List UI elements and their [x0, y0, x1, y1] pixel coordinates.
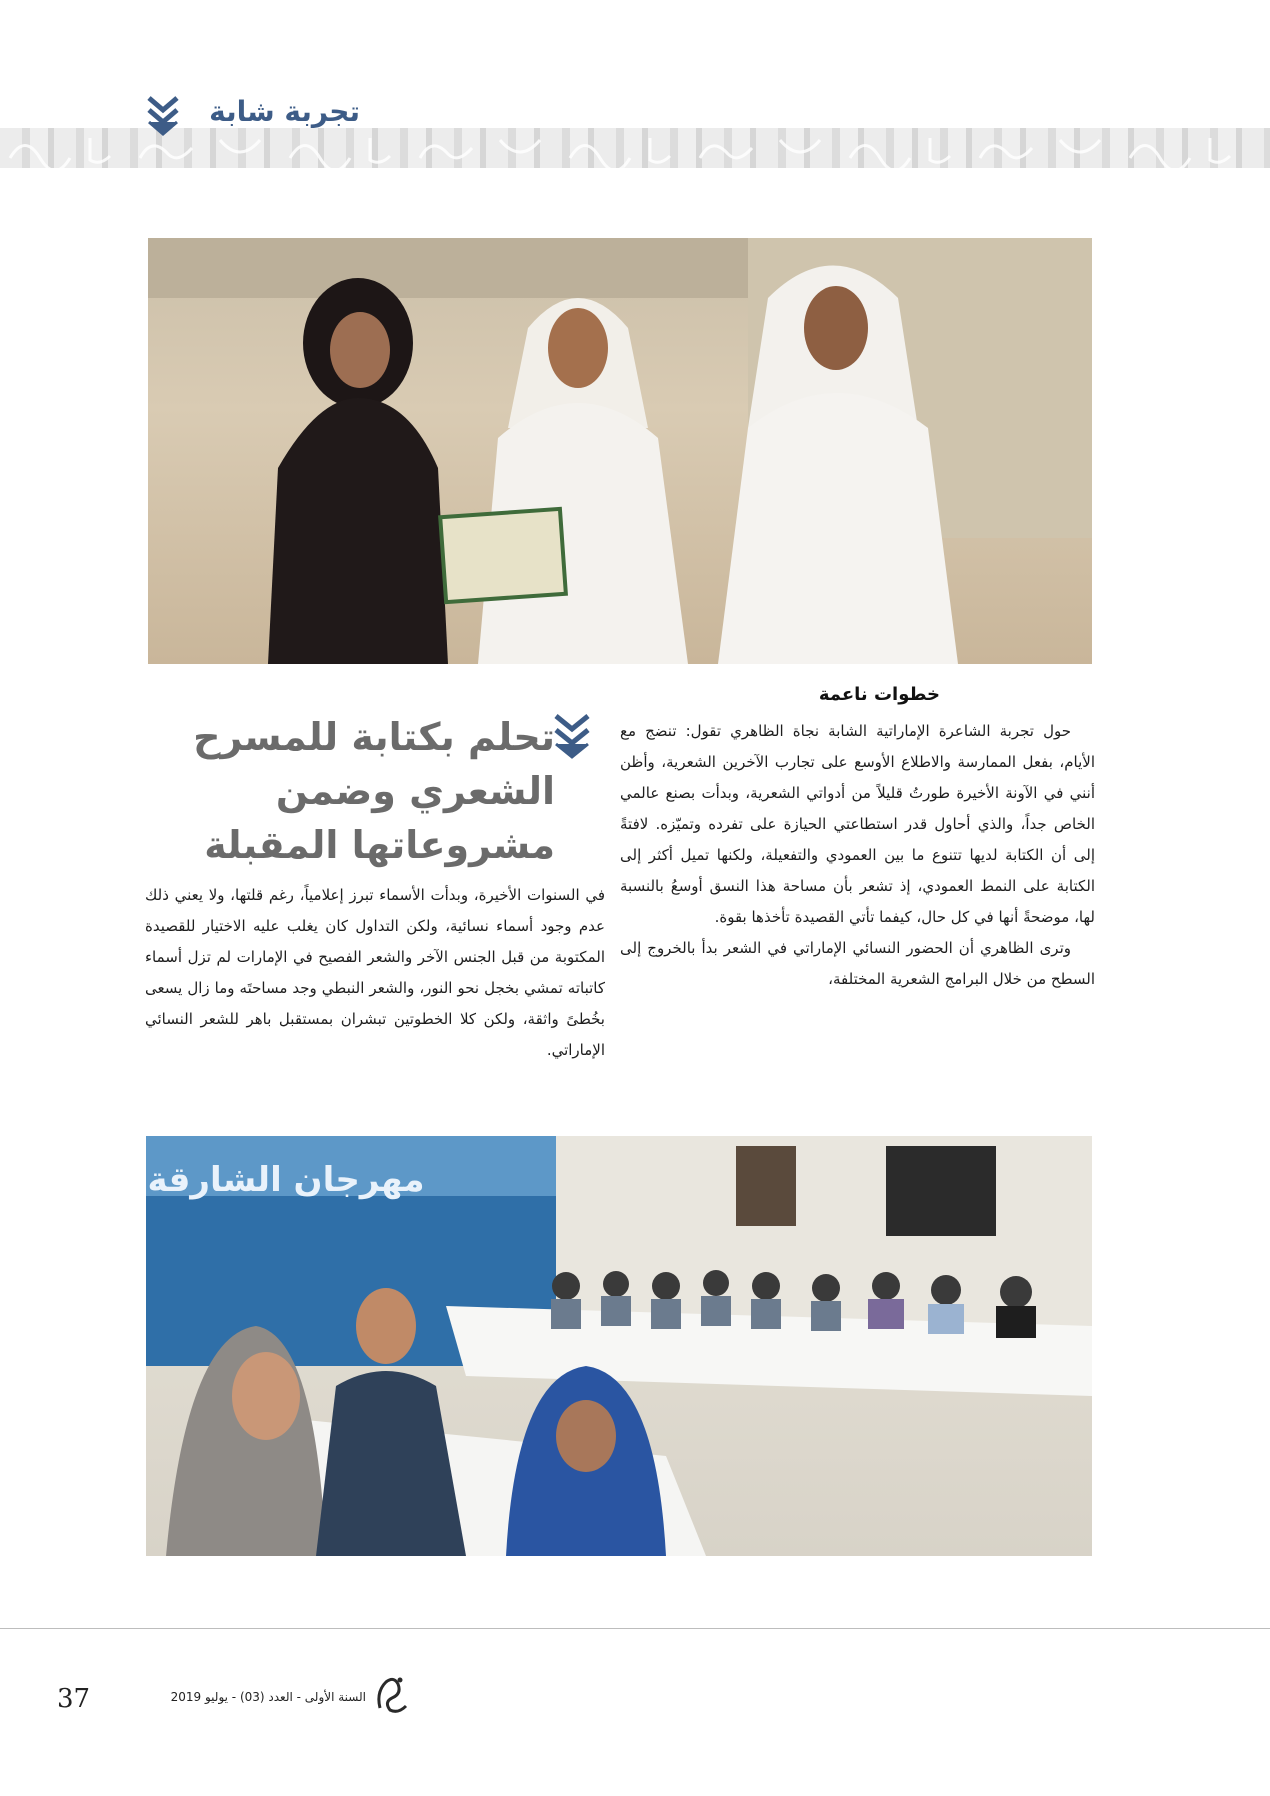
paragraph: في السنوات الأخيرة، وبدأت الأسماء تبرز إعلامياً، رغم قلتها، ولا يعني ذلك عدم وجود أسماء نسائية، ولكن التداول كان يغلب عليه الاختيار للقصيدة المكتوبة من قبل الجنس الآخر والشعر الفصيح في الإمارات لم تزل أسماء كاتباته تمشي بخجل نحو النور، والشعر النبطي وجد مساحتَه وما زال يسعى بخُطىً واثقة، ولكن كلا الخطوتين تبشران بمستقبل باهر للشعر النسائي الإماراتي.: [145, 886, 605, 1059]
award-ceremony-photo: [148, 238, 1092, 664]
calligraphy-pattern: [0, 128, 1270, 168]
headline-line: مشروعاتها المقبلة: [204, 823, 555, 867]
article-subhead: خطوات ناعمة: [818, 684, 940, 705]
paragraph: وترى الظاهري أن الحضور النسائي الإماراتي في الشعر بدأ بالخروج إلى السطح من خلال البرامج الشعرية المختلفة،: [620, 939, 1095, 988]
magazine-logo-icon: [372, 1672, 412, 1716]
headline-line: الشعري وضمن: [275, 769, 555, 813]
headline-line: تحلم بكتابة للمسرح: [193, 715, 555, 759]
page-number: 37: [57, 1684, 91, 1714]
paragraph: حول تجربة الشاعرة الإماراتية الشابة نجاة الظاهري تقول: تنضج مع الأيام، بفعل الممارسة والاطلاع الأوسع على تجارب الآخرين الشعرية، وأظن أنني في الآونة الأخيرة طورتُ قليلاً من أدواتي الشعرية، وبدأت بصنع عالمي الخاص جداً، والذي أحاول قدر استطاعتي الحيازة على تفرده وتميّزه. لافتةً إلى أن الكتابة لديها تتنوع ما بين العمودي والتفعيلة، ولكنها تميل أكثر إلى الكتابة على النمط العمودي، إذ تشعر بأن مساحة هذا النسق أوسعُ بالنسبة لها، موضحةً أنها في كل حال، كيفما تأتي القصيدة تأخذها بقوة.: [620, 722, 1095, 926]
article-column-left: [145, 880, 605, 1066]
chevron-down-icon: [145, 94, 181, 140]
footer-divider: [0, 1628, 1270, 1629]
chevron-down-icon: [552, 712, 592, 764]
decorative-calligraphy-band: [0, 128, 1270, 168]
festival-audience-photo: [146, 1136, 1092, 1556]
article-column-right: [620, 716, 1095, 995]
article-headline: [190, 710, 555, 872]
section-title: تجربة شابة: [209, 95, 360, 128]
banner-title: مهرجان الشارقة: [147, 1160, 425, 1200]
issue-info: السنة الأولى - العدد (03) - يوليو 2019: [170, 1690, 366, 1704]
